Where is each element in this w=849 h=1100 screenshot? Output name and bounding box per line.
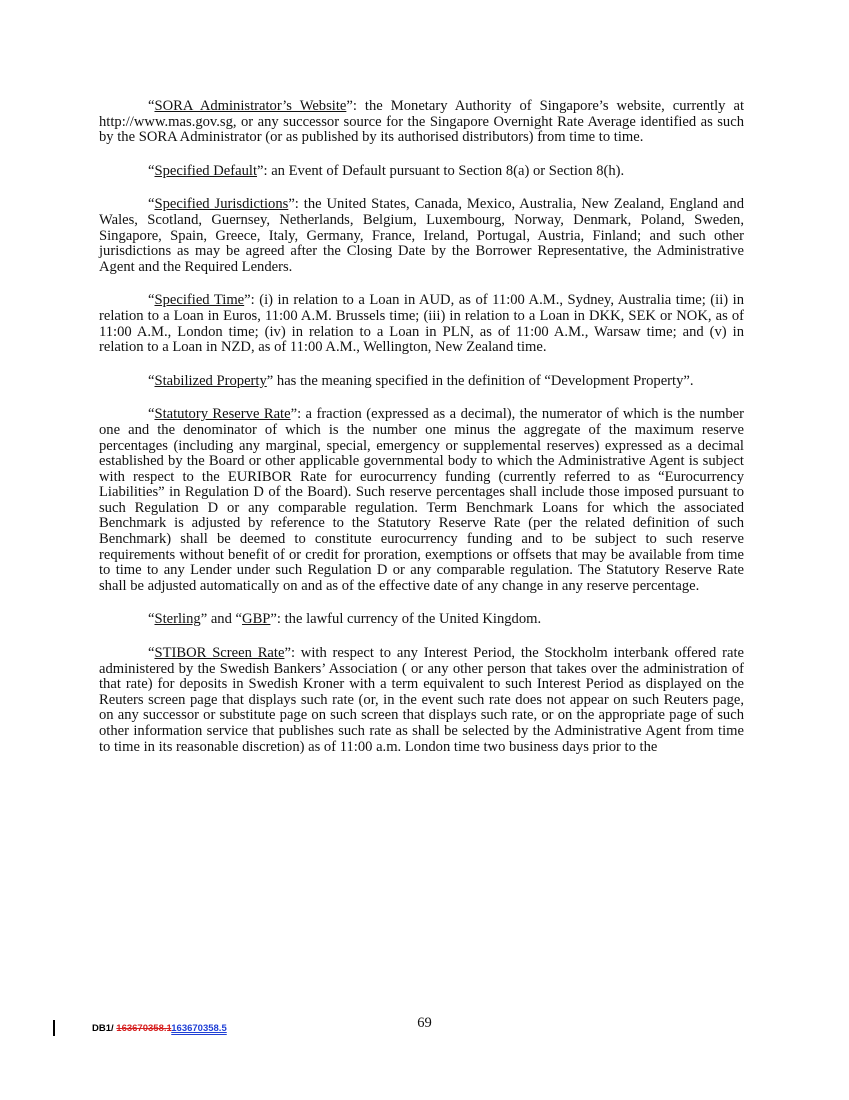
document-id-prefix: DB1/ xyxy=(92,1023,117,1034)
defined-term: STIBOR Screen Rate xyxy=(154,645,285,662)
page-number: 69 xyxy=(417,1015,432,1031)
definition-text: : with respect to any Interest Period, the Stockholm interbank offered rate administered by the Swedish Bankers’ Association ( or any other person that takes over the administration of that rate) for deposits in Swedish Kroner with a term equivalent to such Interest Period as displayed on the Reuters screen page that displays such rate (or, in the event such rate does not appear on such Reuters page, on any successor or substitute page on such screen that displays such rate, or on the appropriate page of such other information service that publishes such rate as shall be selected by the Administrative Agent from time to time in its reasonable discretion) as of 11:00 a.m. London time two business days prior to the xyxy=(99,645,744,755)
definition-paragraph: “Sterling” and “GBP”: the lawful currency of the United Kingdom. xyxy=(148,611,542,628)
defined-term: GBP xyxy=(242,611,271,628)
definition-text: : (i) in relation to a Loan in AUD, as of 11:00 A.M., Sydney, Australia time; (ii) in relation to a Loan in Euros, 11:00 A.M. Brussels time; (iii) in relation to a Loan in DKK, SEK or NOK, as of 11:00 A.M., London time; (iv) in relation to a Loan in PLN, as of 11:00 A.M., Warsaw time; and (v) in relation to a Loan in NZD, as of 11:00 A.M., Wellington, New Zealand time. xyxy=(99,292,745,356)
defined-term: Statutory Reserve Rate xyxy=(154,406,291,423)
defined-term: Specified Jurisdictions xyxy=(154,196,289,213)
deleted-document-id: 163670358.1 xyxy=(116,1023,172,1034)
definition-paragraph: “Specified Default”: an Event of Default pursuant to Section 8(a) or Section 8(h). xyxy=(148,162,625,179)
definition-text: : the United States, Canada, Mexico, Australia, New Zealand, England and Wales, Scotland, Guernsey, Netherlands, Belgium, Luxembourg, Norway, Denmark, Poland, Sweden, Singapore, Spain, Greece, Italy, Germany, France, Ireland, Portugal, Austria, Finland; and such other jurisdictions as may be agreed after the Closing Date by the Borrower Representative, the Administrative Agent and the Required Lenders. xyxy=(99,196,744,275)
defined-term: SORA Administrator’s Website xyxy=(154,98,347,114)
defined-term: Specified Default xyxy=(154,162,258,179)
definition-paragraph: “STIBOR Screen Rate”: with respect to any Interest Period, the Stockholm interbank offered rate administered by the Swedish Bankers’ Association ( or any other person that takes over the administration of that rate) for deposits in Swedish Kroner with a term equivalent to such Interest Period as displayed on the Reuters screen page that displays such rate (or, in the event such rate does not appear on such Reuters page, on any successor or substitute page on such screen that displays such rate, or on the appropriate page of such other information service that publishes such rate as shall be selected by the Administrative Agent from time to time in its reasonable discretion) as of 11:00 a.m. London time two business days prior to the xyxy=(99,645,744,755)
inserted-document-id: 163670358.5 xyxy=(171,1023,227,1034)
definition-text: : an Event of Default pursuant to Section 8(a) or Section 8(h). xyxy=(263,162,625,179)
definition-connector: ” and “ xyxy=(200,611,243,628)
definition-text: has the meaning specified in the definition of “Development Property”. xyxy=(273,372,694,389)
definition-paragraph: “Specified Time”: (i) in relation to a Loan in AUD, as of 11:00 A.M., Sydney, Australia time; (ii) in relation to a Loan in Euros, 11:00 A.M. Brussels time; (iii) in relation to a Loan in DKK, SEK or NOK, as of 11:00 A.M., London time; (iv) in relation to a Loan in PLN, as of 11:00 A.M., Warsaw time; and (v) in relation to a Loan in NZD, as of 11:00 A.M., Wellington, New Zealand time. xyxy=(99,292,745,356)
definition-text: : the Monetary Authority of Singapore’s website, currently at http://www.mas.gov.sg, or any successor source for the Singapore Overnight Rate Average identified as such by the SORA Administrator (or as published by its authorised distributors) from time to time. xyxy=(99,98,744,146)
definition-paragraph: “Specified Jurisdictions”: the United States, Canada, Mexico, Australia, New Zealand, England and Wales, Scotland, Guernsey, Netherlands, Belgium, Luxembourg, Norway, Denmark, Poland, Sweden, Singapore, Spain, Greece, Italy, Germany, France, Ireland, Portugal, Austria, Finland; and such other jurisdictions as may be agreed after the Closing Date by the Borrower Representative, the Administrative Agent and the Required Lenders. xyxy=(99,196,744,275)
definition-text: : the lawful currency of the United Kingdom. xyxy=(276,611,542,628)
defined-term: Stabilized Property xyxy=(154,372,267,389)
definition-text: : a fraction (expressed as a decimal), the numerator of which is the number one and the denominator of which is the number one minus the aggregate of the maximum reserve percentages (including any marginal, special, emergency or supplemental reserves) expressed as a decimal established by the Board or other applicable governmental body to which the Administrative Agent is subject with respect to the EURIBOR Rate for eurocurrency funding (currently referred to as “Eurocurrency Liabilities” in Regulation D of the Board). Such reserve percentages shall include those imposed pursuant to such Regulation D or any comparable regulation. Term Benchmark Loans for which the associated Benchmark is adjusted by reference to the Statutory Reserve Rate (per the related definition of such Benchmark) shall be deemed to constitute eurocurrency funding and to be subject to such reserve requirements without benefit of or credit for proration, exemptions or offsets that may be available from time to time to any Lender under such Regulation D or any comparable regulation. The Statutory Reserve Rate shall be adjusted automatically on and as of the effective date of any change in any reserve percentage. xyxy=(99,406,744,594)
definition-paragraph: “SORA Administrator’s Website”: the Monetary Authority of Singapore’s website, currently at http://www.mas.gov.sg, or any successor source for the Singapore Overnight Rate Average identified as such by the SORA Administrator (or as published by its authorised distributors) from time to time. xyxy=(99,98,744,146)
definition-paragraph: “Statutory Reserve Rate”: a fraction (expressed as a decimal), the numerator of which is the number one and the denominator of which is the number one minus the aggregate of the maximum reserve percentages (including any marginal, special, emergency or supplemental reserves) expressed as a decimal established by the Board or other applicable governmental body to which the Administrative Agent is subject with respect to the EURIBOR Rate for eurocurrency funding (currently referred to as “Eurocurrency Liabilities” in Regulation D of the Board). Such reserve percentages shall include those imposed pursuant to such Regulation D or any comparable regulation. Term Benchmark Loans for which the associated Benchmark is adjusted by reference to the Statutory Reserve Rate (per the related definition of such Benchmark) shall be deemed to constitute eurocurrency funding and to be subject to such reserve requirements without benefit of or credit for proration, exemptions or offsets that may be available from time to time to any Lender under such Regulation D or any comparable regulation. The Statutory Reserve Rate shall be adjusted automatically on and as of the effective date of any change in any reserve percentage. xyxy=(99,406,744,594)
document-body xyxy=(99,99,744,773)
definition-paragraph: “Stabilized Property” has the meaning specified in the definition of “Development Property”. xyxy=(148,372,694,389)
defined-term: Specified Time xyxy=(154,292,245,309)
defined-term: Sterling xyxy=(154,611,201,628)
